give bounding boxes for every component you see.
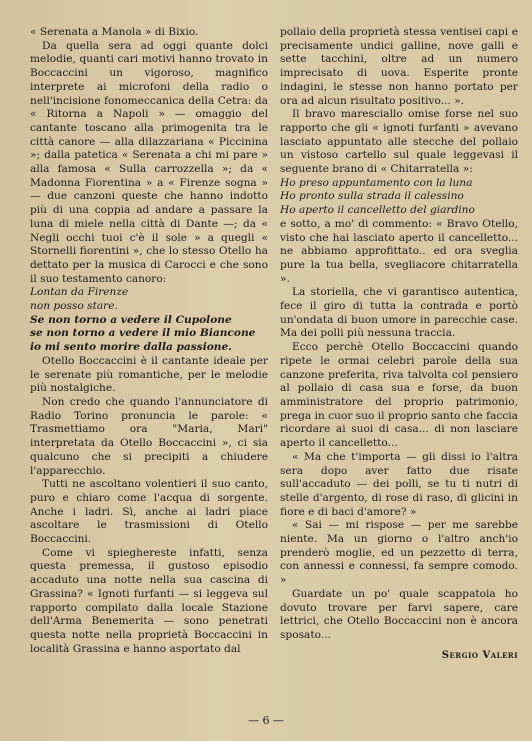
left-column	[30, 26, 268, 696]
verse-line: Ho aperto il cancelletto del giardino	[280, 204, 475, 217]
paragraph: « Ma che t'importa — gli dissi io l'altra sera dopo aver fatto due risate sull'accaduto — dei polli, se tu ti nutri di stelle d'argento, di rose di raso, di glicini in fiore e di baci d'amore? »	[280, 450, 518, 518]
verse-line: se non torno a vedere il mio Biancone	[30, 327, 256, 340]
paragraph: Otello Boccaccini è il cantante ideale per le serenate più romantiche, per le melodie più nostalgiche.	[30, 354, 268, 395]
paragraph: La storiella, che vi garantisco autentica, fece il giro di tutta la contrada e portò un'ondata di buon umore in parecchie case. Ma dei polli più nessuna traccia.	[280, 286, 518, 340]
paragraph: « Sai — mi rispose — per me sarebbe niente. Ma un giorno o l'altro anch'io prenderò moglie, ed un pezzetto di terra, con annessi e connessi, fa sempre comodo. »	[280, 519, 518, 587]
paragraph: e sotto, a mo' di commento: « Bravo Otello, visto che hai lasciato aperto il cancelletto... ne abbiamo approfittato.. ed ora sveglia pure la tua bella, svegliacore chitarratella ».	[280, 217, 518, 285]
verse-line: Lontan da Firenze	[30, 286, 129, 299]
paragraph: pollaio della proprietà stessa ventisei capi e precisamente undici galline, nove galli e sette tacchini, oltre ad un numero imprecisato di uova. Esperite pronte indagini, le stesse non hanno portato per ora ad alcun risultato positivo... ».	[280, 26, 518, 107]
paragraph: Da quella sera ad oggi quante dolci melodie, quanti cari motivi hanno trovato in Boccaccini un vigoroso, magnifico interprete ai microfoni della radio o nell'incisione fonomeccanica della Cetra: da « Ritorna a Napoli » — omaggio del cantante toscano alla primogenita tra le città canore — alla dilazzariana « Piccinina »; dalla patetica « Serenata a chi mi pare » alla famosa « Sulla carrozzella »; da « Madonna Fiorentina » a « Firenze sogna » — due canzoni queste che hanno indotto più di una coppia ad andare a passare la luna di miele nella città di Dante —; da « Negli occhi tuoi c'è il sole » a quegli « Stornelli fiorentini », che lo stesso Otello ha dettato per la musica di Carocci e che sono il suo testamento canoro:	[30, 39, 268, 285]
paragraph: Non credo che quando l'annunciatore di Radio Torino pronuncia le parole: « Trasmettiamo ora "Maria, Mari" interpretata da Otello Boccaccini », ci sia qualcuno che si precipiti a chiudere l'apparecchio.	[30, 395, 268, 477]
paragraph: Come vi spieghereste infatti, senza questa premessa, il gustoso episodio accaduto una notte nella sua cascina di Grassina? « Ignoti furfanti — si leggeva sul rapporto compilato dalla locale Stazione dell'Arma Benemerita — sono penetrati questa notte nella proprietà Boccaccini in località Grassina e hanno asportato dal	[30, 546, 268, 655]
paragraph: « Serenata a Manola » di Bixio.	[30, 26, 199, 38]
verse-line: io mi sento morire dalla passione.	[30, 341, 232, 354]
right-column	[280, 26, 518, 696]
verse-line: Ho pronto sulla strada il calessino	[280, 190, 464, 203]
paragraph: Guardate un po' quale scappatoia ho dovuto trovare per farvi sapere, care lettrici, che Otello Boccaccini non è ancora sposato...	[280, 587, 518, 641]
paragraph: Tutti ne ascoltano volentieri il suo canto, puro e chiaro come l'acqua di sorgente. Anche i ladri. Sì, anche ai ladri piace ascoltare le trasmissioni di Otello Boccaccini.	[30, 478, 268, 546]
author-signature: Sergio Valeri	[441, 649, 518, 661]
text-columns	[30, 26, 518, 696]
paragraph: Il bravo maresciallo omise forse nel suo rapporto che gli « ignoti furfanti » avevano lasciato appuntato alle stecche del pollaio un vistoso cartello sul quale leggevasi il seguente brano di « Chitarratella »:	[280, 108, 518, 176]
verse-line: non posso stare.	[30, 300, 118, 313]
verse-line: Ho preso appuntamento con la luna	[280, 176, 473, 189]
page-number: — 6 —	[248, 714, 284, 727]
verse-line: Se non torno a vedere il Cupolone	[30, 313, 232, 326]
paragraph: Ecco perchè Otello Boccaccini quando ripete le ormai celebri parole della sua canzone preferita, riva talvolta col pensiero al pollaio di casa sua e forse, da buon amministratore del proprio patrimonio, prega in cuor suo il proprio santo che faccia ricordare ai suoi di casa... di non lasciare aperto il cancelletto...	[280, 341, 518, 450]
